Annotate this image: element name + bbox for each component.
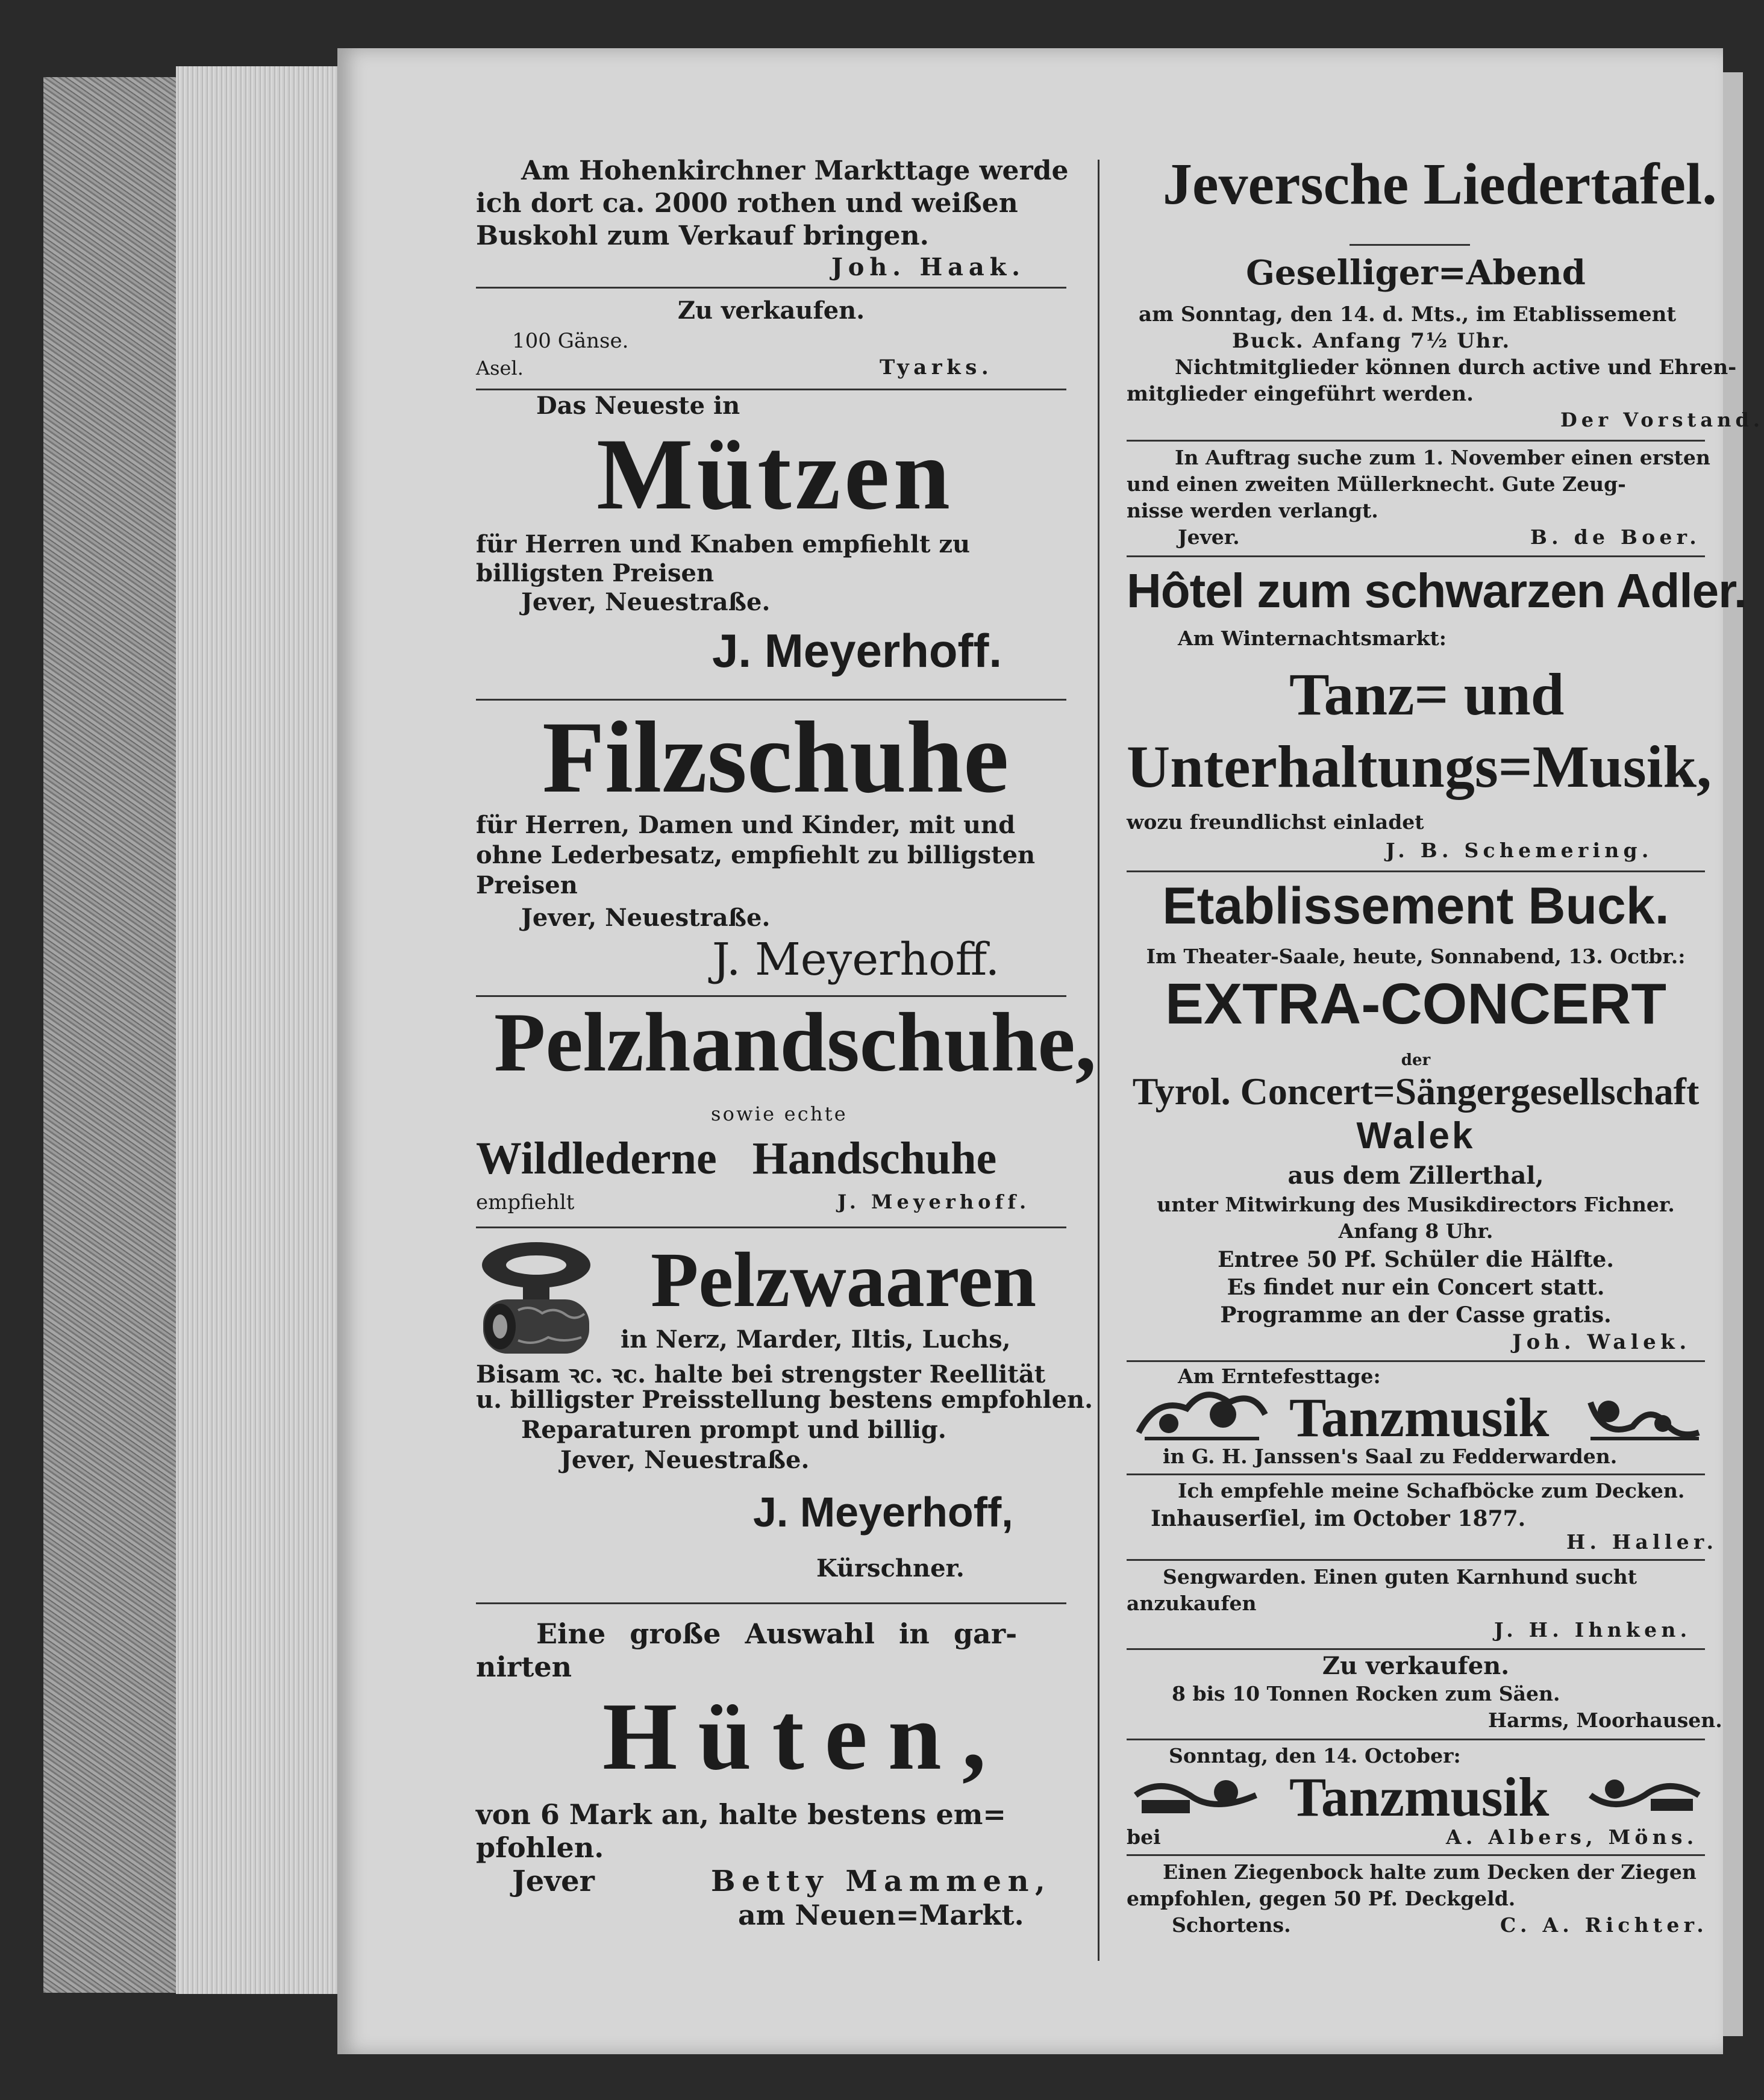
ad-separator <box>1127 1473 1705 1475</box>
ornament-right-icon <box>1584 1390 1705 1445</box>
ad-text: Buskohl zum Verkauf bringen. <box>476 220 929 251</box>
ad-text: unter Mitwirkung des Musikdirectors Fichner. <box>1157 1193 1675 1216</box>
ad-title: Tanz= und <box>1289 661 1565 728</box>
ad-text: nisse werden verlangt. <box>1127 499 1378 522</box>
ad-title: Tyrol. Concert=Sängergesellschaft <box>1132 1070 1700 1113</box>
ad-text: anzukaufen <box>1127 1592 1257 1615</box>
ad-title: Pelzhandschuhe, <box>494 996 1096 1089</box>
ad-title: Etablissement Buck. <box>1162 877 1669 935</box>
ad-text: 100 Gänse. <box>512 329 629 353</box>
ad-lead: Das Neueste in <box>536 392 740 420</box>
ad-text: Anfang 8 Uhr. <box>1338 1219 1493 1243</box>
ad-separator <box>1127 1648 1705 1650</box>
ad-text: am Sonntag, den 14. d. Mts., im Etablissement <box>1139 302 1677 327</box>
ad-place: Schortens. <box>1172 1913 1291 1937</box>
ad-text: empfohlen, gegen 50 Pf. Deckgeld. <box>1127 1887 1516 1910</box>
ad-place: Jever, Neuestraße. <box>521 588 771 616</box>
ad-text: empfiehlt <box>476 1190 575 1214</box>
ad-text: Bisam ꝛc. ꝛc. halte bei strengster Reellität <box>476 1360 1046 1389</box>
ad-text: In Auftrag suche zum 1. November einen ersten <box>1175 446 1710 469</box>
ad-text: Einen Ziegenbock halte zum Decken der Ziegen <box>1163 1860 1697 1884</box>
ad-text: für Herren, Damen und Kinder, mit und <box>476 811 1016 839</box>
ad-text: 8 bis 10 Tonnen Rocken zum Säen. <box>1172 1682 1560 1705</box>
page-edges <box>176 66 339 1994</box>
ad-text: Buck. Anfang 7½ Uhr. <box>1232 329 1511 353</box>
ad-title: Unterhaltungs=Musik, <box>1127 733 1712 800</box>
ad-text: Sengwarden. Einen guten Karnhund sucht <box>1163 1565 1637 1589</box>
ad-text: der <box>1401 1051 1431 1069</box>
ad-text: mitglieder eingeführt werden. <box>1127 382 1474 406</box>
ad-text: Nichtmitglieder können durch active und Ehren- <box>1175 355 1737 380</box>
ad-text: Programme an der Casse gratis. <box>1220 1302 1612 1328</box>
ad-separator <box>1127 1854 1705 1856</box>
column-divider <box>1098 160 1099 1961</box>
ad-separator <box>1127 1739 1705 1740</box>
fur-muff-illustration <box>476 1238 596 1358</box>
ad-separator <box>1127 870 1705 872</box>
ad-title: Jeversche Liedertafel. <box>1163 152 1717 217</box>
ad-signature: J. H. Ihnken. <box>1494 1618 1692 1642</box>
ad-text: von 6 Mark an, halte bestens em= <box>476 1798 1006 1831</box>
ad-lead: nirten <box>476 1651 572 1683</box>
ad-text: Inhauserſiel, im October 1877. <box>1151 1506 1526 1531</box>
ad-text: ohne Lederbesatz, empfiehlt zu billigsten <box>476 841 1036 869</box>
ad-title: EXTRA-CONCERT <box>1165 972 1666 1036</box>
ad-title: Hôtel zum schwarzen Adler. <box>1127 564 1747 617</box>
ad-text: Preisen <box>476 871 578 899</box>
ad-subtitle: Geselliger=Abend <box>1246 253 1586 293</box>
ad-signature: J. Meyerhoff. <box>712 934 1000 986</box>
ornament-left-icon <box>1130 1771 1268 1819</box>
ad-separator <box>1127 440 1705 442</box>
ad-text: Entree 50 Pf. Schüler die Hälfte. <box>1218 1247 1614 1272</box>
ad-text: u. billigster Preisstellung bestens empfohlen. <box>476 1386 1093 1414</box>
ad-text: in G. H. Janssen's Saal zu Fedderwarden. <box>1163 1445 1618 1468</box>
ad-title: Walek <box>1356 1115 1475 1157</box>
ad-title: Tanzmusik <box>1289 1387 1550 1448</box>
ad-text: Es findet nur ein Concert statt. <box>1227 1275 1605 1300</box>
ad-text: in Nerz, Marder, Iltis, Luchs, <box>621 1325 1011 1354</box>
ad-separator <box>476 389 1066 390</box>
ad-lead: Am Winternachtsmarkt: <box>1178 627 1447 650</box>
ad-signature: Joh. Walek. <box>1512 1330 1691 1354</box>
ad-text: bei <box>1127 1825 1161 1849</box>
ornament-right-icon <box>1584 1771 1705 1819</box>
ad-signature: B. de Boer. <box>1530 525 1701 549</box>
ad-signature: Joh. Haak. <box>831 253 1025 281</box>
ad-title: Filzschuhe <box>542 701 1009 814</box>
book-cover-edge <box>43 77 180 1993</box>
ad-signature: C. A. Richter. <box>1500 1913 1709 1937</box>
ad-text: Am Hohenkirchner Markttage werde <box>521 155 1069 186</box>
ad-heading: Zu verkaufen. <box>1322 1652 1510 1680</box>
ad-signature: J. Meyerhoff. <box>712 624 1002 677</box>
ad-separator <box>476 1602 1066 1604</box>
ad-lead: Am Erntefesttage: <box>1178 1364 1381 1388</box>
ad-text: für Herren und Knaben empfiehlt zu <box>476 530 971 558</box>
ad-lead: Sonntag, den 14. October: <box>1169 1744 1461 1767</box>
ad-heading: Zu verkaufen. <box>677 296 865 325</box>
ad-signature: J. Meyerhoff, <box>753 1489 1013 1536</box>
ad-signature: Der Vorstand. <box>1560 408 1764 431</box>
ad-text: pfohlen. <box>476 1831 604 1864</box>
ad-title: Tanzmusik <box>1289 1766 1550 1828</box>
ad-separator <box>1127 555 1705 557</box>
ad-address: am Neuen=Markt. <box>738 1899 1024 1931</box>
ad-title: Wildlederne Handschuhe <box>476 1133 997 1184</box>
ad-signature: Betty Mammen, <box>711 1864 1052 1898</box>
ad-signature: H. Haller. <box>1566 1530 1718 1554</box>
ornament-left-icon <box>1133 1390 1271 1445</box>
ad-title: Hüten, <box>602 1683 1007 1790</box>
ad-lead: Im Theater-Saale, heute, Sonnabend, 13. Octbr.: <box>1146 945 1686 968</box>
ad-title: Mützen <box>596 417 954 531</box>
ad-text: und einen zweiten Müllerknecht. Gute Zeug- <box>1127 472 1626 496</box>
ad-text: ich dort ca. 2000 rothen und weißen <box>476 188 1018 219</box>
ad-signature: Tyarks. <box>880 355 993 380</box>
ad-place: Jever, Neuestraße. <box>521 904 771 932</box>
ad-place: Asel. <box>476 357 524 380</box>
ad-place: Jever. <box>1178 525 1240 549</box>
ad-text: sowie echte <box>711 1102 848 1125</box>
ad-separator <box>1127 1559 1705 1561</box>
ad-signature: J. B. Schemering. <box>1386 839 1653 862</box>
ad-separator <box>1127 1360 1705 1362</box>
short-rule <box>1350 244 1470 246</box>
ad-signature: J. Meyerhoff. <box>837 1190 1031 1213</box>
ad-separator <box>476 287 1066 289</box>
ad-text: Kürschner. <box>816 1554 965 1583</box>
ad-signature: Harms, Moorhausen. <box>1488 1708 1722 1732</box>
ad-text: aus dem Zillerthal, <box>1287 1161 1544 1190</box>
ad-text: billigsten Preisen <box>476 559 715 587</box>
ad-place: Jever <box>512 1864 595 1898</box>
ad-text: wozu freundlichst einladet <box>1127 810 1424 834</box>
ad-text: Reparaturen prompt und billig. <box>521 1416 946 1444</box>
ad-place: Jever, Neuestraße. <box>560 1446 810 1474</box>
ad-lead: Eine große Auswahl in gar- <box>536 1617 1018 1650</box>
ad-separator <box>476 1227 1066 1228</box>
ad-title: Pelzwaaren <box>651 1237 1037 1323</box>
ad-signature: A. Albers, Möns. <box>1446 1825 1698 1849</box>
ad-text: Ich empfehle meine Schafböcke zum Decken. <box>1178 1479 1685 1502</box>
